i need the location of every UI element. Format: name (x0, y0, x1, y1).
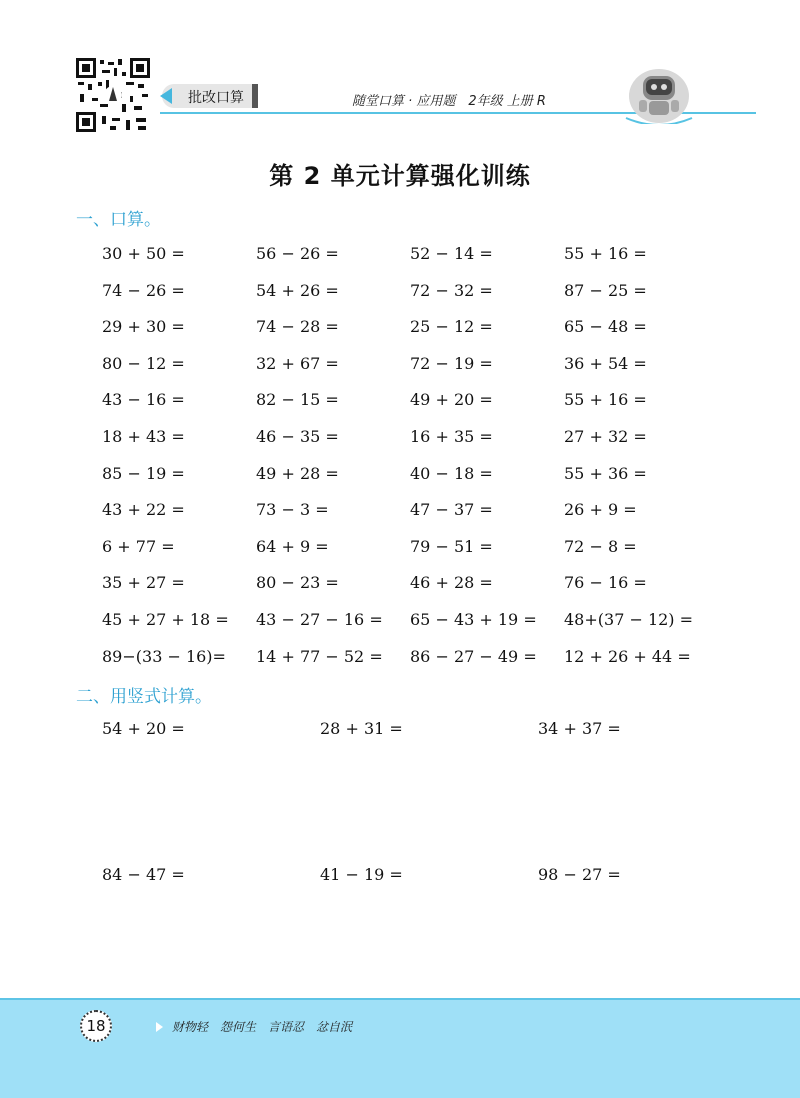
math-problem: 25 − 12 = (410, 317, 493, 336)
math-problem: 89−(33 − 16)= (102, 647, 226, 666)
play-triangle-icon (156, 1022, 163, 1032)
math-problem: 12 + 26 + 44 = (564, 647, 691, 666)
math-problem: 72 − 32 = (410, 281, 493, 300)
math-problem: 54 + 26 = (256, 281, 339, 300)
math-problem: 74 − 28 = (256, 317, 339, 336)
math-problem: 73 − 3 = (256, 500, 329, 519)
math-problem: 43 − 16 = (102, 390, 185, 409)
math-problem: 87 − 25 = (564, 281, 647, 300)
math-problem: 32 + 67 = (256, 354, 339, 373)
math-problem: 43 + 22 = (102, 500, 185, 519)
math-problem: 35 + 27 = (102, 573, 185, 592)
math-problem: 27 + 32 = (564, 427, 647, 446)
math-problem: 40 − 18 = (410, 464, 493, 483)
math-problem: 36 + 54 = (564, 354, 647, 373)
math-problem: 49 + 20 = (410, 390, 493, 409)
vertical-calc-problem: 54 + 20 = (102, 719, 185, 738)
math-problem: 49 + 28 = (256, 464, 339, 483)
math-problem: 6 + 77 = (102, 537, 175, 556)
math-problem: 52 − 14 = (410, 244, 493, 263)
qr-code (76, 58, 150, 132)
math-problem: 72 − 8 = (564, 537, 637, 556)
page-number: 18 (80, 1010, 112, 1042)
math-problem: 65 − 48 = (564, 317, 647, 336)
math-problem: 16 + 35 = (410, 427, 493, 446)
tab-grading[interactable] (162, 84, 256, 108)
page-title: 第 2 单元计算强化训练 (269, 162, 531, 190)
math-problem: 30 + 50 = (102, 244, 185, 263)
robot-mascot-icon (624, 62, 694, 124)
vertical-calc-problem: 84 − 47 = (102, 865, 185, 884)
vertical-calc-problem: 98 − 27 = (538, 865, 621, 884)
vertical-calc-problem: 28 + 31 = (320, 719, 403, 738)
math-problem: 55 + 36 = (564, 464, 647, 483)
section-heading-vertical-calc: 二、用竖式计算。 (76, 687, 212, 707)
footer-motto: 财物轻 怨何生 言语忍 忿自泯 (172, 1020, 353, 1034)
math-problem: 86 − 27 − 49 = (410, 647, 537, 666)
math-problem: 46 − 35 = (256, 427, 339, 446)
math-problem: 47 − 37 = (410, 500, 493, 519)
math-problem: 43 − 27 − 16 = (256, 610, 383, 629)
math-problem: 45 + 27 + 18 = (102, 610, 229, 629)
footer-band (0, 998, 800, 1098)
math-problem: 65 − 43 + 19 = (410, 610, 537, 629)
math-problem: 80 − 12 = (102, 354, 185, 373)
math-problem: 56 − 26 = (256, 244, 339, 263)
tab-end-marker (252, 84, 258, 108)
math-problem: 46 + 28 = (410, 573, 493, 592)
math-problem: 48+(37 − 12) = (564, 610, 694, 629)
vertical-calc-problem: 34 + 37 = (538, 719, 621, 738)
vertical-calc-problem: 41 − 19 = (320, 865, 403, 884)
math-problem: 79 − 51 = (410, 537, 493, 556)
math-problem: 74 − 26 = (102, 281, 185, 300)
math-problem: 18 + 43 = (102, 427, 185, 446)
header-title: 随堂口算 · 应用题 2年级 上册 R (352, 94, 546, 109)
math-problem: 55 + 16 = (564, 390, 647, 409)
math-problem: 14 + 77 − 52 = (256, 647, 383, 666)
math-problem: 80 − 23 = (256, 573, 339, 592)
math-problem: 82 − 15 = (256, 390, 339, 409)
math-problem: 76 − 16 = (564, 573, 647, 592)
math-problem: 26 + 9 = (564, 500, 637, 519)
tab-label: 批改口算 (188, 90, 244, 106)
arrow-left-icon (160, 88, 172, 104)
math-problem: 64 + 9 = (256, 537, 329, 556)
section-heading-mental-math: 一、口算。 (76, 210, 161, 230)
math-problem: 72 − 19 = (410, 354, 493, 373)
math-problem: 55 + 16 = (564, 244, 647, 263)
math-problem: 85 − 19 = (102, 464, 185, 483)
math-problem: 29 + 30 = (102, 317, 185, 336)
